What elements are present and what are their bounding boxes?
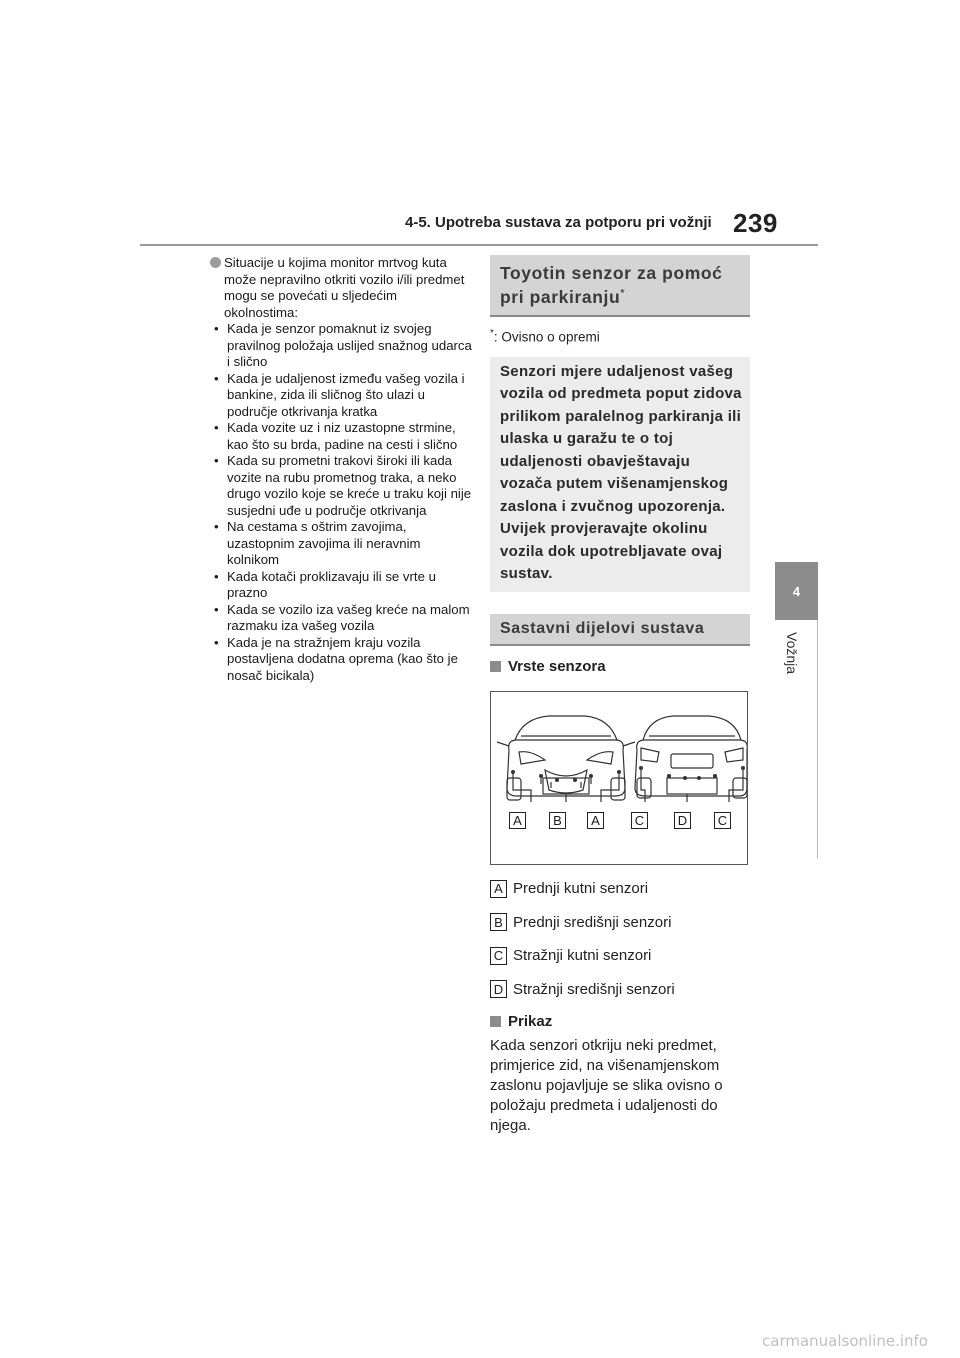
figure-label: A (587, 812, 604, 829)
legend-key: B (490, 913, 507, 931)
display-paragraph: Kada senzori otkriju neki predmet, primjerice zid, na višenamjenskom zaslonu pojavljuje se slika ovisno o položaju predmeta i udaljenosti do njega. (490, 1036, 723, 1134)
sensor-dot (639, 766, 643, 770)
display-subheading (490, 1013, 750, 1030)
front-center-bracket (543, 778, 589, 794)
legend-item (490, 912, 750, 932)
left-column (210, 255, 474, 684)
circle-bullet-icon (210, 257, 221, 268)
chapter-label: Vožnja (784, 632, 800, 675)
sensor-dot (511, 770, 515, 774)
sensor-dot (713, 774, 717, 778)
bullet-icon: • (214, 634, 219, 650)
sensor-types-subheading (490, 658, 750, 675)
front-left-headlight (519, 751, 545, 763)
header-divider (140, 244, 818, 246)
front-grille (545, 770, 587, 793)
legend-item (490, 879, 750, 899)
list-item: • Kada kotači proklizavaju ili se vrte u prazno (214, 568, 436, 600)
bullet-icon: • (214, 453, 219, 468)
figure-label: C (631, 812, 648, 829)
sensor-dot (741, 766, 745, 770)
legend-key: A (490, 880, 507, 898)
situation-list (210, 321, 474, 684)
list-item: • Kada je senzor pomaknut iz svojeg pravilnog položaja uslijed snažnog udarca i slično (214, 321, 472, 369)
list-item: • Kada su prometni trakovi široki ili kada vozite na rubu prometnog traka, a neko drugo vozilo koje se kreće u traku koji nije susjedni uđe u područje otkrivanja (214, 453, 472, 518)
sensor-legend (490, 879, 750, 1000)
rear-right-wheel (733, 778, 747, 798)
legend-text: Stražnji središnji senzori (513, 980, 675, 998)
rear-right-lamp (725, 748, 743, 762)
list-item: • Na cestama s oštrim zavojima, uzastopnim zavojima ili neravnim kolnikom (214, 519, 421, 567)
list-item: • Kada vozite uz i niz uzastopne strmine, kao što su brda, padine na cesti i slično (214, 420, 458, 452)
sensor-dot (539, 774, 543, 778)
figure-label: A (509, 812, 526, 829)
front-car-body (507, 740, 625, 796)
legend-key: C (490, 947, 507, 965)
subheading-text: Prikaz (508, 1012, 553, 1030)
heading-text: Toyotin senzor za pomoć pri parkiranju (500, 263, 723, 307)
legend-key: D (490, 980, 507, 998)
square-bullet-icon (490, 661, 501, 672)
info-box: Senzori mjere udaljenost vašeg vozila od predmeta poput zidova prilikom paralelnog parkiranja ili ulaska u garažu te o toj udaljenosti obavještavaju vozača putem višenamjenskog zaslona i zvučnog upozorenja. Uvijek provjeravajte okolinu vozila dok upotrebljavate ovaj sustav. (490, 357, 750, 592)
footnote-text: : Ovisno o opremi (493, 329, 600, 345)
list-item: • Kada se vozilo iza vašeg kreće na malom razmaku iza vašeg vozila (214, 601, 470, 633)
right-column (490, 255, 750, 1136)
footnote (490, 328, 750, 345)
list-item: • Kada je na stražnjem kraju vozila postavljena dodatna oprema (kao što je nosač bicikala) (214, 634, 458, 683)
bullet-icon: • (214, 370, 219, 386)
list-item: • Kada je udaljenost između vašeg vozila i bankine, zida ili sličnog što ulazi u područje otkrivanja kratka (214, 370, 465, 419)
bullet-icon: • (214, 601, 219, 617)
rear-right-corner-leader (729, 770, 743, 802)
sensor-dot (555, 778, 559, 782)
sensor-dot (667, 774, 671, 778)
footnote-asterisk: * (490, 328, 494, 339)
bullet-icon: • (214, 321, 219, 336)
sensor-dot (589, 774, 593, 778)
intro-item (210, 255, 474, 321)
figure-label: B (549, 812, 566, 829)
rear-center-bracket (667, 778, 717, 794)
components-heading (490, 614, 750, 646)
section-title: 4-5. Upotreba sustava za potporu pri vožnji (405, 214, 712, 231)
legend-text: Stražnji kutni senzori (513, 947, 652, 964)
bullet-icon: • (214, 519, 219, 534)
rear-left-lamp (641, 748, 659, 762)
legend-item (490, 979, 750, 999)
parking-sensor-heading (490, 255, 750, 317)
figure-label: D (674, 812, 691, 829)
rear-left-corner-leader (641, 770, 645, 802)
legend-text: Prednji kutni senzori (513, 880, 649, 897)
sensor-dot (683, 776, 687, 780)
legend-text: Prednji središnji senzori (513, 913, 672, 931)
sensor-dot (617, 770, 621, 774)
chapter-tab-line (817, 620, 818, 858)
sensor-dot (573, 778, 577, 782)
square-bullet-icon (490, 1016, 501, 1027)
sensor-diagram (490, 691, 748, 865)
sensor-dot (697, 776, 701, 780)
legend-item (490, 946, 750, 966)
bullet-icon: • (214, 568, 219, 584)
chapter-tab: 4 (775, 562, 818, 620)
heading-text: Sastavni dijelovi sustava (500, 619, 705, 637)
page-number: 239 (733, 208, 778, 238)
heading-asterisk: * (620, 287, 625, 300)
car-sensor-illustration (491, 692, 747, 864)
front-right-wheel (611, 778, 625, 800)
subheading-text: Vrste senzora (508, 657, 606, 675)
figure-label: C (714, 812, 731, 829)
bullet-icon: • (214, 420, 219, 435)
watermark: carmanualsonline.info (762, 1332, 928, 1350)
intro-text: Situacije u kojima monitor mrtvog kuta može nepravilno otkriti vozilo i/ili predmet mogu se povećati u sljedećim okolnostima: (224, 255, 465, 320)
rear-plate (671, 754, 713, 768)
front-right-headlight (587, 751, 613, 763)
front-left-wheel (507, 778, 521, 800)
